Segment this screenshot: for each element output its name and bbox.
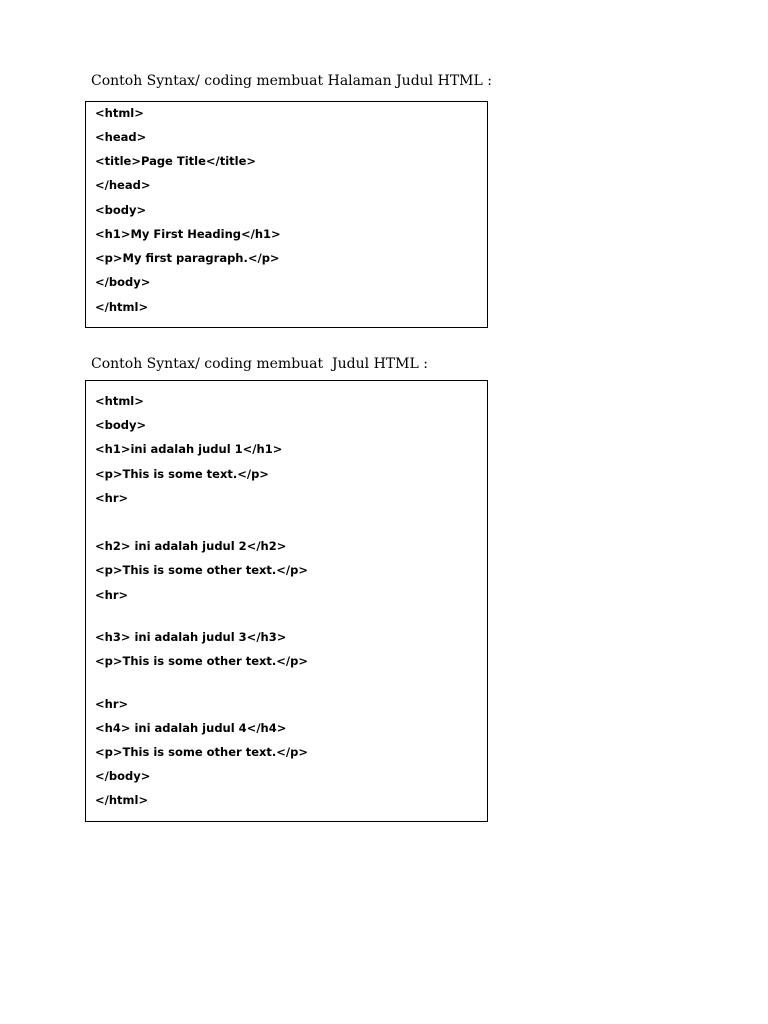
code-line: <h4> ini adalah judul 4</h4> bbox=[95, 721, 287, 735]
section-1-heading: Contoh Syntax/ coding membuat Halaman Judul HTML : bbox=[91, 73, 492, 89]
code-line: <html> bbox=[95, 106, 144, 120]
code-line: <h2> ini adalah judul 2</h2> bbox=[95, 539, 287, 553]
section-2-heading: Contoh Syntax/ coding membuat Judul HTML : bbox=[91, 356, 428, 372]
code-line: <body> bbox=[95, 203, 147, 217]
code-line: <p>This is some text.</p> bbox=[95, 467, 269, 481]
code-line: <h3> ini adalah judul 3</h3> bbox=[95, 630, 287, 644]
code-line: <p>This is some other text.</p> bbox=[95, 654, 308, 668]
code-line: </html> bbox=[95, 793, 149, 807]
code-line: <p>My first paragraph.</p> bbox=[95, 251, 280, 265]
code-line: <hr> bbox=[95, 697, 129, 711]
code-line: <p>This is some other text.</p> bbox=[95, 745, 308, 759]
code-line: </html> bbox=[95, 300, 149, 314]
code-line: <h1>My First Heading</h1> bbox=[95, 227, 281, 241]
code-line: <body> bbox=[95, 418, 147, 432]
code-line: </body> bbox=[95, 769, 151, 783]
code-line: <p>This is some other text.</p> bbox=[95, 563, 308, 577]
code-line: <h1>ini adalah judul 1</h1> bbox=[95, 442, 283, 456]
section-1-code-box bbox=[85, 101, 488, 328]
code-line: </head> bbox=[95, 178, 151, 192]
code-line: <head> bbox=[95, 130, 147, 144]
section-2-code-box bbox=[85, 380, 488, 822]
code-line: <html> bbox=[95, 394, 144, 408]
code-line: <hr> bbox=[95, 588, 129, 602]
code-line: </body> bbox=[95, 275, 151, 289]
code-line: <hr> bbox=[95, 491, 129, 505]
code-line: <title>Page Title</title> bbox=[95, 154, 257, 168]
